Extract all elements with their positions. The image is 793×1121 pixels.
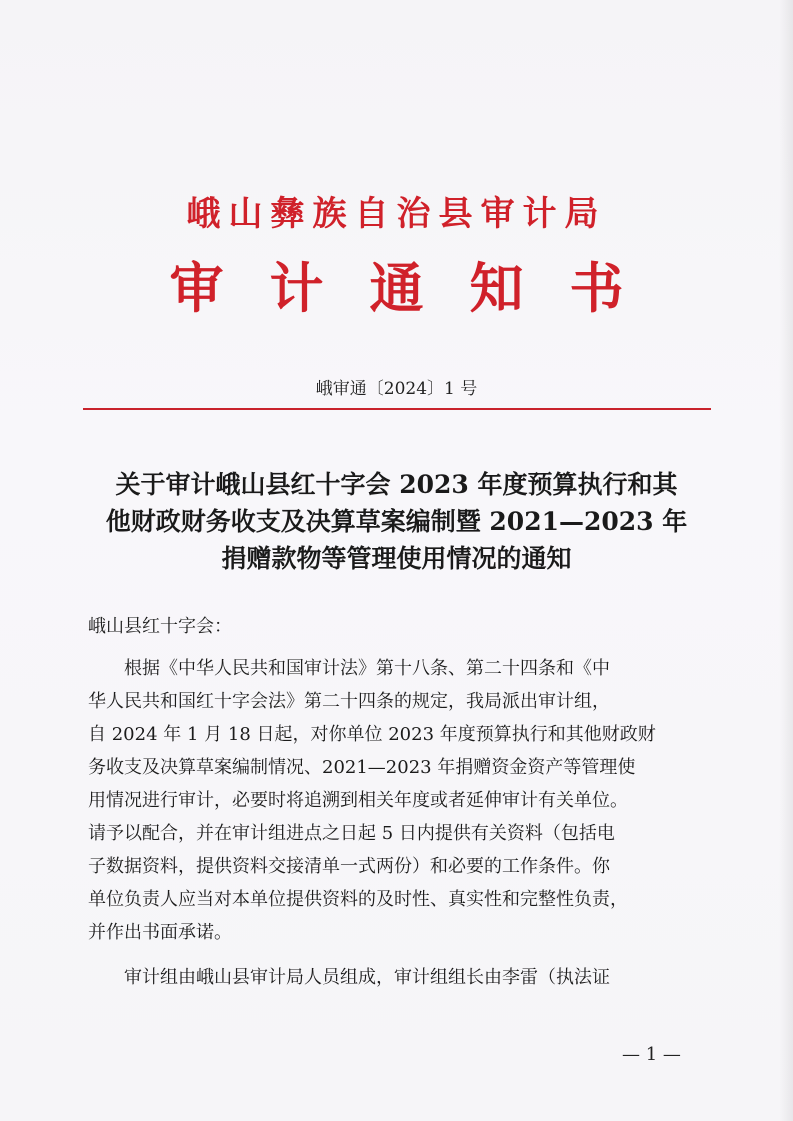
page-number: — 1 — — [622, 1044, 681, 1065]
notice-title — [70, 466, 723, 577]
title-line: 捐赠款物等管理使用情况的通知 — [221, 544, 572, 573]
title-line: 关于审计峨山县红十字会 2023 年度预算执行和其 — [115, 470, 678, 499]
notice-body — [88, 652, 720, 1006]
document-number: 峨审通〔2024〕1 号 — [315, 379, 478, 399]
page-edge-shadow — [779, 0, 793, 1121]
body-line: 子数据资料，提供资料交接清单一式两份）和必要的工作条件。你 — [88, 856, 610, 877]
red-divider-line — [83, 408, 711, 410]
addressee: 峨山县红十字会： — [88, 616, 232, 637]
issuing-organization: 峨山彝族自治县审计局 — [186, 194, 607, 234]
body-line: 用情况进行审计，必要时将追溯到相关年度或者延伸审计有关单位。 — [88, 790, 628, 811]
body-line: 单位负责人应当对本单位提供资料的及时性、真实性和完整性负责， — [88, 889, 628, 910]
body-line: 务收支及决算草案编制情况、2021—2023 年捐赠资金资产等管理使 — [88, 757, 636, 778]
title-line: 他财政财务收支及决算草案编制暨 2021—2023 年 — [105, 507, 688, 536]
document-type-heading: 审计通知书 — [169, 256, 670, 320]
body-paragraph-2 — [88, 961, 720, 994]
body-line: 根据《中华人民共和国审计法》第十八条、第二十四条和《中 — [124, 658, 610, 679]
body-line: 自 2024 年 1 月 18 日起，对你单位 2023 年度预算执行和其他财政财 — [88, 724, 656, 745]
body-line: 并作出书面承诺。 — [88, 922, 232, 943]
body-line: 审计组由峨山县审计局人员组成，审计组组长由李雷（执法证 — [124, 967, 610, 988]
body-line: 请予以配合，并在审计组进点之日起 5 日内提供有关资料（包括电 — [88, 823, 615, 844]
body-paragraph-1 — [88, 652, 720, 949]
body-line: 华人民共和国红十字会法》第二十四条的规定，我局派出审计组， — [88, 691, 610, 712]
